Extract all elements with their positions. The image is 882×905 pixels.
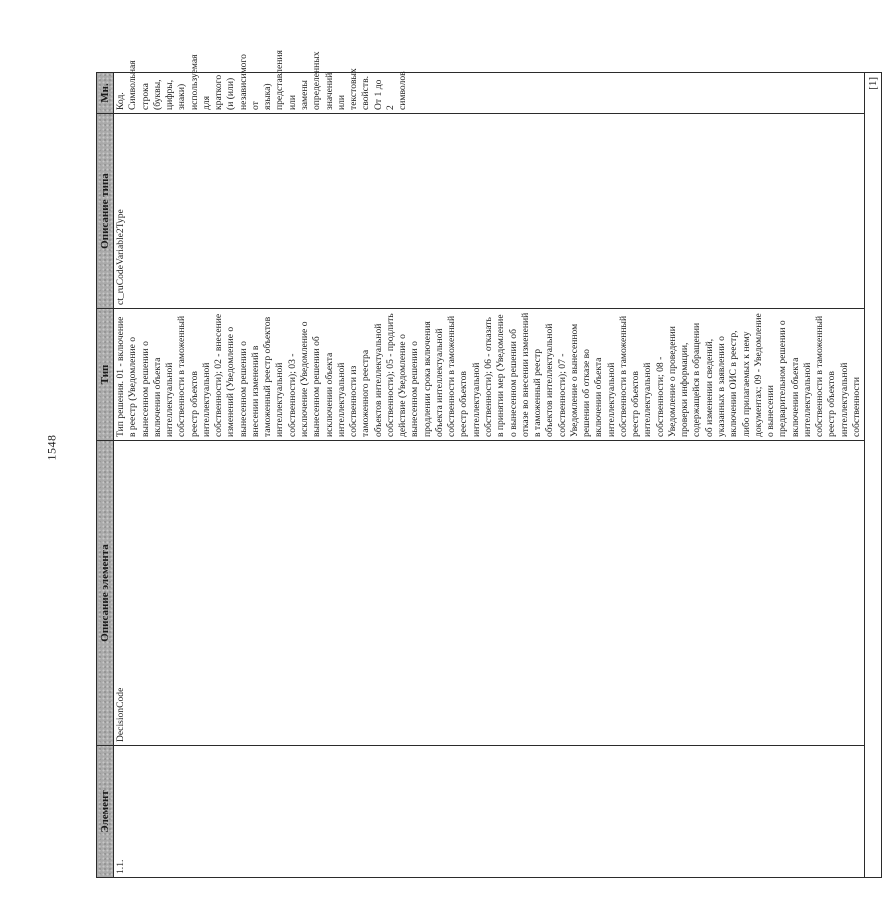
cell-multiplicity: Код. Символьная строка (буквы, цифры, знаки) используемая для краткого (и (или) независимого от языка) представления или замены определенных значений или текстовых свойств. От 1 до 2 символов: [114, 73, 865, 114]
table-header-row: [97, 73, 114, 878]
spec-table: [96, 50, 882, 878]
cell-element-description: DecisionCode: [114, 441, 865, 746]
header-multiplicity: Мн.: [97, 73, 114, 114]
cell-type-description: ct_ruCodeVariable2Type: [114, 114, 865, 309]
table-row: [114, 73, 865, 878]
header-type-description: Описание типа: [97, 114, 114, 309]
cell-element: 1.1.: [114, 746, 865, 878]
header-type: Тип: [97, 309, 114, 441]
spec-table-container: [96, 50, 880, 878]
cell-note: [1]: [865, 73, 882, 878]
table-note-row: [865, 73, 882, 878]
header-element-description: Описание элемента: [97, 441, 114, 746]
header-element: Элемент: [97, 746, 114, 878]
page-number: 1548: [44, 434, 59, 461]
cell-type: Тип решения. 01 - включение в реестр (Уведомление о вынесенном решении о включении объекта интеллектуальной собственности в таможенный реестр объектов интеллектуальной собственности); 02 - внесение изменений (Уведомление о вынесенном решении о внесении изменений в таможенный реестр объектов интеллектуальной собственности); 03 - исключение (Уведомление о вынесенном решении об исключении объекта интеллектуальной собственности из таможенного реестра объектов интеллектуальной собственности); 05 - продлить действие (Уведомление о вынесенном решении о продлении срока включения объекта интеллектуальной собственности в таможенный реестр объектов интеллектуальной собственности); 06 - отказать в принятии мер (Уведомление о вынесенном решении об отказе во внесении изменений в таможенный реестр объектов интеллектуальной собственности); 07 - Уведомление о вынесенном решении об отказе во включении объекта интеллектуальной собственности в таможенный реестр объектов интеллектуальной собственности; 08 - Уведомление о проведении проверки информации, содержащейся в обращении об изменении сведений, указанных в заявлении о включении ОИС в реестр, либо прилагаемых к нему документах; 09 - Уведомление о вынесении предварительном решении о включении объекта интеллектуальной собственности в таможенный реестр объектов интеллектуальной собственности: [114, 309, 865, 441]
